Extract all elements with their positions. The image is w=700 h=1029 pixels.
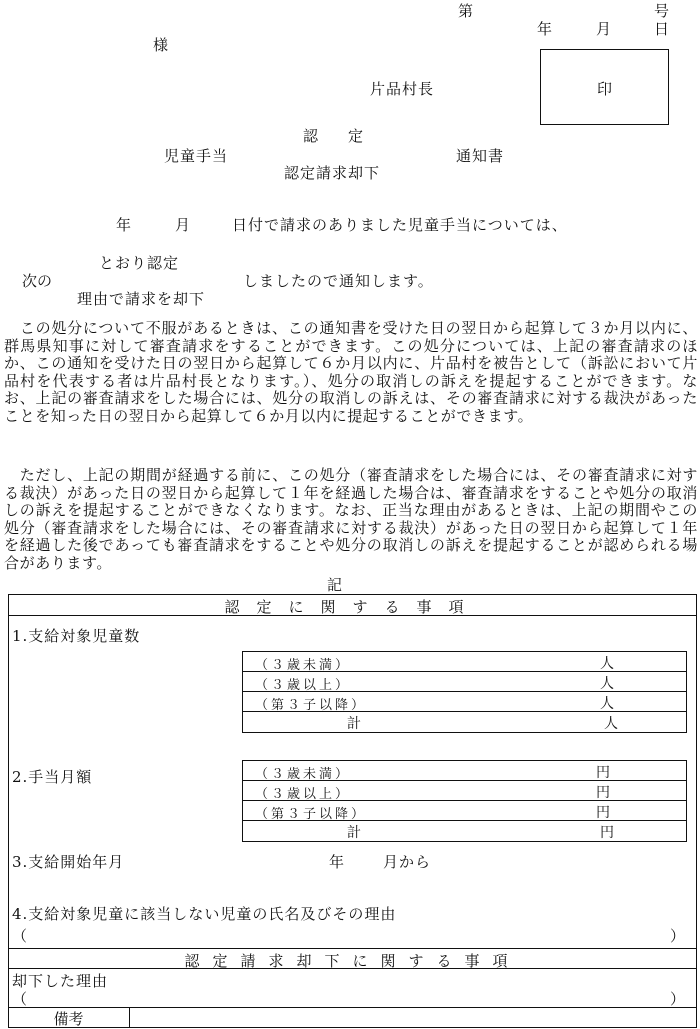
table-row <box>243 781 686 801</box>
row-label: （３歳未満） <box>255 658 352 673</box>
total-label: 計 <box>347 825 361 841</box>
row-unit: 円 <box>596 805 610 821</box>
row-label: （３歳以上） <box>255 787 352 802</box>
approval-section-heading-row <box>8 596 697 617</box>
title-option-reject: 認定請求却下 <box>284 164 381 182</box>
date-day: 日 <box>654 20 670 38</box>
row-label: （３歳以上） <box>255 678 352 693</box>
remarks-cell <box>8 1007 130 1028</box>
date-month: 月 <box>596 20 612 38</box>
document-number-prefix: 第 <box>458 2 474 20</box>
document-number-suffix: 号 <box>654 2 670 20</box>
ki-label: 記 <box>327 576 343 594</box>
item4-open-paren: （ <box>12 927 28 945</box>
rejection-close-paren: ） <box>670 990 686 1008</box>
row-label: （３歳未満） <box>255 767 352 782</box>
table-row <box>243 672 686 692</box>
item4-close-paren: ） <box>670 927 686 945</box>
table-row <box>243 652 686 672</box>
title-suffix: 通知書 <box>456 147 505 165</box>
total-unit: 円 <box>600 825 614 841</box>
table-total-row <box>243 821 686 841</box>
row-unit: 人 <box>600 676 614 692</box>
table-total-row <box>243 712 686 732</box>
notice-paragraph-2: ただし、上記の期間が経過する前に、この処分（審査請求をした場合には、その審査請求に対する裁決）があった日の翌日から起算して１年を経過した場合は、審査請求をすることや処分の取消しの訴えを提起することができなくなります。なお、正当な理由があるときは、上記の期間やこの処分（審査請求をした場合には、その審査請求に対する裁決）があった日の翌日から起算して１年を経過した後であっても審査請求をすることや処分の取消しの訴えを提起することが認められる場合があります。 <box>4 466 698 572</box>
table-row <box>243 761 686 781</box>
intro-line1-text: 日付で請求のありました児童手当については、 <box>232 216 568 234</box>
row-unit: 円 <box>596 785 610 801</box>
item2-label: 2.手当月額 <box>12 768 93 786</box>
item1-label: 1.支給対象児童数 <box>12 627 141 645</box>
intro-month: 月 <box>175 216 191 234</box>
row-unit: 人 <box>600 656 614 672</box>
seal-box <box>540 49 669 125</box>
divider <box>8 968 697 969</box>
addressee-honorific: 様 <box>153 36 169 54</box>
intro-option-approve: とおり認定 <box>99 254 180 272</box>
seal-label: 印 <box>596 80 612 98</box>
rejection-section-heading: 認定請求却下に関する事項 <box>184 952 521 970</box>
title-option-approve: 認 定 <box>303 127 364 145</box>
row-unit: 円 <box>596 765 610 781</box>
intro-option-reject: 理由で請求を却下 <box>77 290 206 308</box>
intro-year: 年 <box>116 216 132 234</box>
notice-paragraph-1: この処分について不服があるときは、この通知書を受けた日の翌日から起算して３か月以内に、群馬県知事に対して審査請求をすることができます。この処分については、上記の審査請求のほか、この通知を受けた日の翌日から起算して６か月以内に、片品村を被告として（訴訟において片品村を代表する者は片品村長となります。）、処分の取消しの訴えを提起することができます。なお、上記の審査請求をした場合には、処分の取消しの訴えは、その審査請求に対する裁決があったことを知った日の翌日から起算して６か月以内に提起することができます。 <box>4 319 698 425</box>
intro-next: 次の <box>22 272 53 290</box>
rejection-reason-label: 却下した理由 <box>12 972 109 990</box>
child-count-table <box>242 651 687 733</box>
approval-section-heading: 認定に関する事項 <box>224 598 481 616</box>
rejection-open-paren: （ <box>12 990 28 1008</box>
remarks-label: 備考 <box>53 1010 84 1028</box>
title-prefix: 児童手当 <box>164 147 229 165</box>
row-unit: 人 <box>600 696 614 712</box>
row-label: （第３子以降） <box>255 807 368 822</box>
item4-label: 4.支給対象児童に該当しない児童の氏名及びその理由 <box>12 905 397 923</box>
row-label: （第３子以降） <box>255 698 368 713</box>
total-unit: 人 <box>604 716 618 732</box>
item3-label: 3.支給開始年月 <box>12 853 125 871</box>
issuer-name: 片品村長 <box>370 80 435 98</box>
total-label: 計 <box>347 716 361 732</box>
table-row <box>243 692 686 712</box>
item3-year: 年 <box>329 853 345 871</box>
intro-closing: しましたので通知します。 <box>243 272 434 290</box>
monthly-amount-table <box>242 760 687 842</box>
divider <box>8 615 697 616</box>
table-row <box>243 801 686 821</box>
date-year: 年 <box>537 20 553 38</box>
item3-month-from: 月から <box>383 853 432 871</box>
divider <box>8 948 697 949</box>
